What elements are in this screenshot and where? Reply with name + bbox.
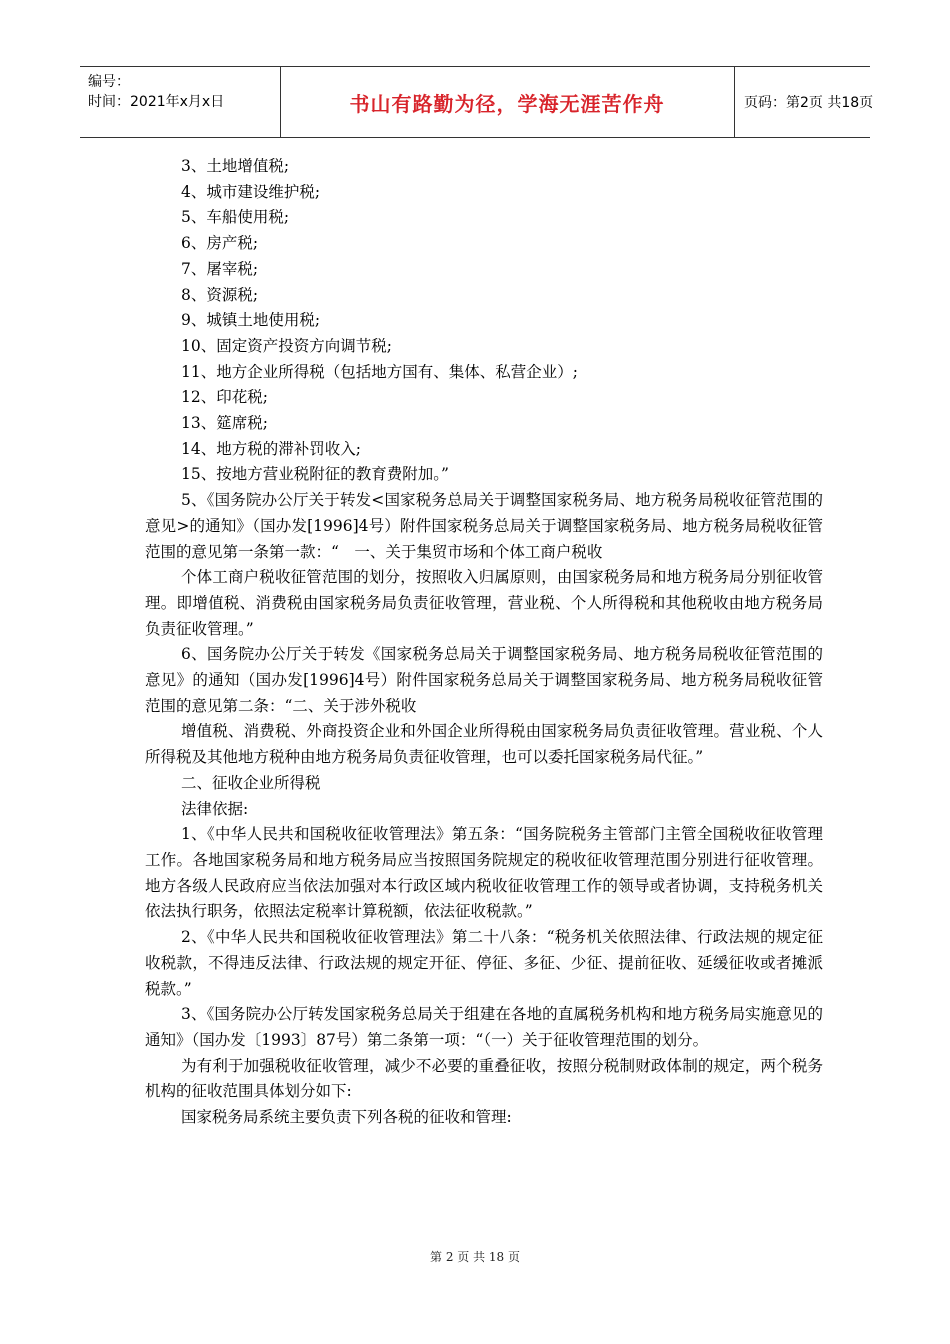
paragraph: 个体工商户税收征管范围的划分，按照收入归属原则，由国家税务局和地方税务局分别征收管理。即增值税、消费税由国家税务局负责征收管理，营业税、个人所得税和其他税收由地方税务局负责征收管理。” [145, 568, 823, 638]
section-heading: 二、征收企业所得税 [181, 773, 321, 792]
paragraph: 6、房产税; [181, 234, 259, 253]
motto-text: 书山有路勤为径，学海无涯苦作舟 [349, 91, 665, 116]
paragraph: 为有利于加强税收征收管理，减少不必要的重叠征收，按照分税制财政体制的规定，两个税务机构的征收范围具体划分如下: [145, 1056, 823, 1101]
paragraph: 9、城镇土地使用税; [181, 311, 321, 330]
paragraph: 2、《中华人民共和国税收征收管理法》第二十八条：“税务机关依照法律、行政法规的规定征收税款，不得违反法律、行政法规的规定开征、停征、多征、少征、提前征收、延缓征收或者摊派税款。” [145, 928, 823, 998]
page-header [80, 66, 874, 138]
paragraph: 6、国务院办公厅关于转发《国家税务总局关于调整国家税务局、地方税务局税收征管范围的意见》的通知（国办发[1996]4号）附件国家税务总局关于调整国家税务局、地方税务局税收征管范围的意见第二条：“二、关于涉外税收 [145, 645, 823, 715]
header-info-cell [80, 67, 281, 137]
document-body [145, 154, 823, 1131]
paragraph: 5、车船使用税; [181, 208, 290, 227]
paragraph: 3、土地增值税; [181, 157, 290, 175]
header-motto-cell [280, 67, 735, 137]
paragraph: 10、固定资产投资方向调节税; [181, 336, 392, 355]
paragraph: 5、《国务院办公厅关于转发<国家税务总局关于调整国家税务局、地方税务局税收征管范围的意见>的通知》（国办发[1996]4号）附件国家税务总局关于调整国家税务局、地方税务局税收征管范围的意见第一条第一款：“ 一、关于集贸市场和个体工商户税收 [145, 491, 823, 561]
document-number-label: 编号： [88, 74, 130, 90]
paragraph: 13、筵席税; [181, 414, 268, 433]
paragraph: 4、城市建设维护税; [181, 182, 321, 201]
paragraph: 增值税、消费税、外商投资企业和外国企业所得税由国家税务局负责征收管理。营业税、个人所得税及其他地方税种由地方税务局负责征收管理，也可以委托国家税务局代征。” [145, 722, 823, 767]
paragraph: 12、印花税; [181, 388, 268, 407]
page-code: 页码：第2页 共18页 [744, 95, 874, 111]
document-time-label: 时间：2021年x月x日 [88, 94, 225, 110]
paragraph: 3、《国务院办公厅转发国家税务总局关于组建在各地的直属税务机构和地方税务局实施意见的通知》（国办发〔1993〕87号）第二条第一项：“（一）关于征收管理范围的划分。 [145, 1005, 823, 1049]
paragraph: 8、资源税; [181, 285, 259, 304]
paragraph: 7、屠宰税; [181, 259, 259, 278]
page-footer: 第 2 页 共 18 页 [430, 1250, 520, 1264]
paragraph: 14、地方税的滞补罚收入; [181, 439, 361, 458]
paragraph: 国家税务局系统主要负责下列各税的征收和管理: [181, 1108, 512, 1127]
paragraph: 1、《中华人民共和国税收征收管理法》第五条：“国务院税务主管部门主管全国税收征收管理工作。各地国家税务局和地方税务局应当按照国务院规定的税收征收管理范围分别进行征收管理。 地方各级人民政府应当依法加强对本行政区域内税收征收管理工作的领导或者协调，支持税务机关依法执行职务，依照法定税率计算税额，依法征收税款。” [145, 825, 823, 921]
paragraph: 11、地方企业所得税（包括地方国有、集体、私营企业）; [181, 362, 578, 381]
paragraph: 15、按地方营业税附征的教育费附加。” [181, 465, 449, 484]
paragraph: 法律依据: [181, 799, 249, 818]
header-page-cell [734, 67, 874, 137]
